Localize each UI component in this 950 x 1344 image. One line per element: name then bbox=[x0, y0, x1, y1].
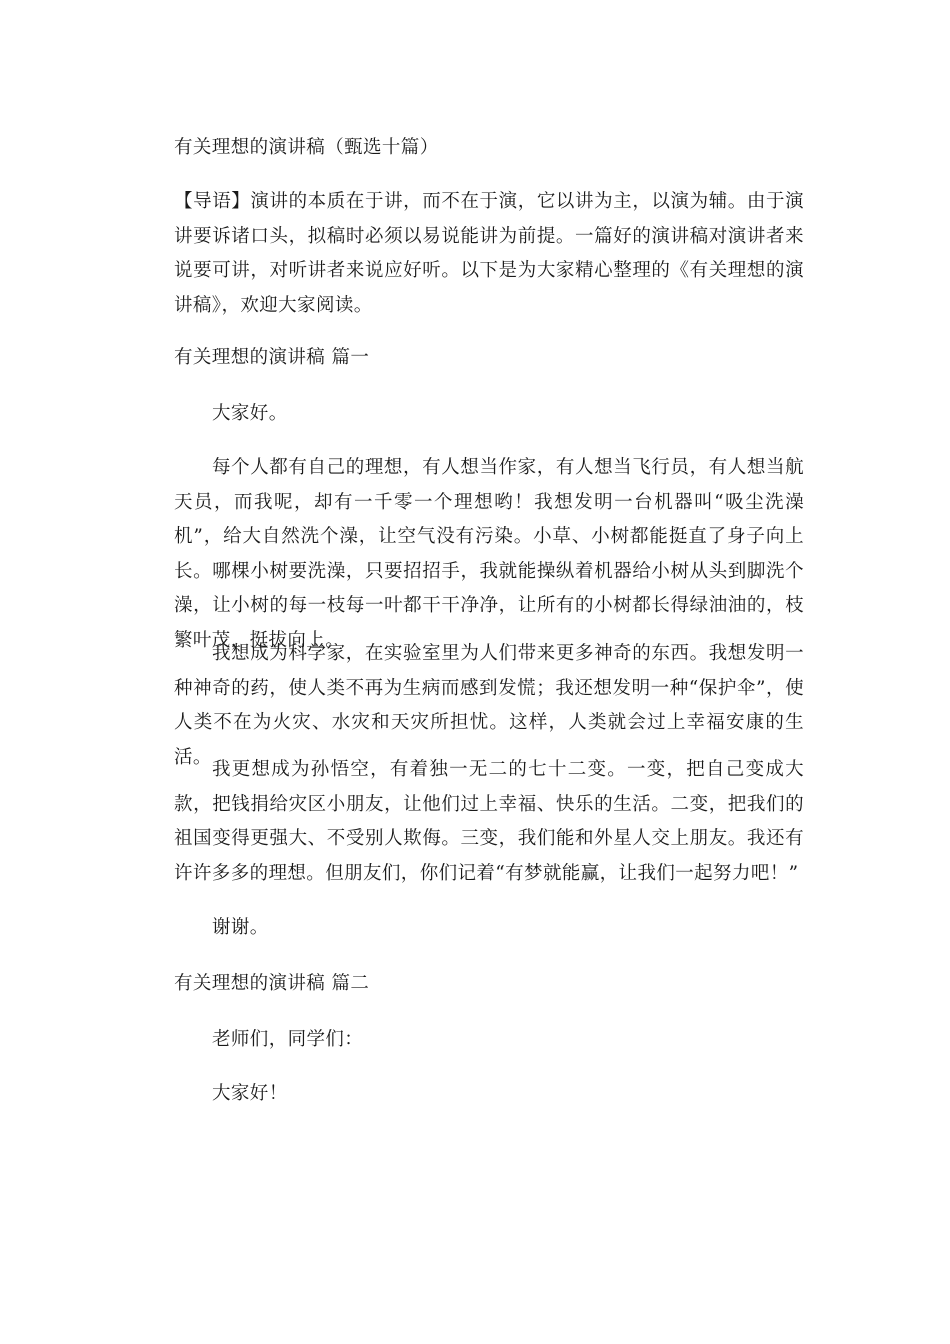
greeting-1: 大家好。 bbox=[212, 403, 288, 424]
document-title: 有关理想的演讲稿（甄选十篇） bbox=[174, 137, 439, 158]
greeting-2: 大家好！ bbox=[212, 1083, 288, 1104]
intro-paragraph: 【导语】演讲的本质在于讲，而不在于演，它以讲为主，以演为辅。由于演讲要诉诸口头，拟稿时必须以易说能讲为前提。一篇好的演讲稿对演讲者来说要可讲，对听讲者来说应好听。以下是为大家精心整理的《有关理想的演讲稿》，欢迎大家阅读。 bbox=[174, 191, 804, 316]
section-heading-2: 有关理想的演讲稿 篇二 bbox=[174, 973, 370, 994]
closing-1: 谢谢。 bbox=[212, 917, 269, 938]
body-paragraph-2: 我想成为科学家，在实验室里为人们带来更多神奇的东西。我想发明一种神奇的药，使人类不再为生病而感到发慌；我还想发明一种“保护伞”，使人类不在为火灾、水灾和天灾所担忧。这样，人类就会过上幸福安康的生活。 bbox=[174, 643, 804, 768]
salutation-2: 老师们，同学们： bbox=[212, 1029, 364, 1050]
body-paragraph-3: 我更想成为孙悟空，有着独一无二的七十二变。一变，把自己变成大款，把钱捐给灾区小朋友，让他们过上幸福、快乐的生活。二变，把我们的祖国变得更强大、不受别人欺侮。三变，我们能和外星人交上朋友。我还有许许多多的理想。但朋友们，你们记着“有梦就能赢，让我们一起努力吧！” bbox=[174, 759, 804, 884]
section-heading-1: 有关理想的演讲稿 篇一 bbox=[174, 347, 370, 368]
body-paragraph-1: 每个人都有自己的理想，有人想当作家，有人想当飞行员，有人想当航天员，而我呢，却有一千零一个理想哟！我想发明一台机器叫“吸尘洗澡机”，给大自然洗个澡，让空气没有污染。小草、小树都能挺直了身子向上长。哪棵小树要洗澡，只要招招手，我就能操纵着机器给小树从头到脚洗个澡，让小树的每一枝每一叶都干干净净，让所有的小树都长得绿油油的，枝繁叶茂，挺拔向上。 bbox=[174, 457, 804, 651]
